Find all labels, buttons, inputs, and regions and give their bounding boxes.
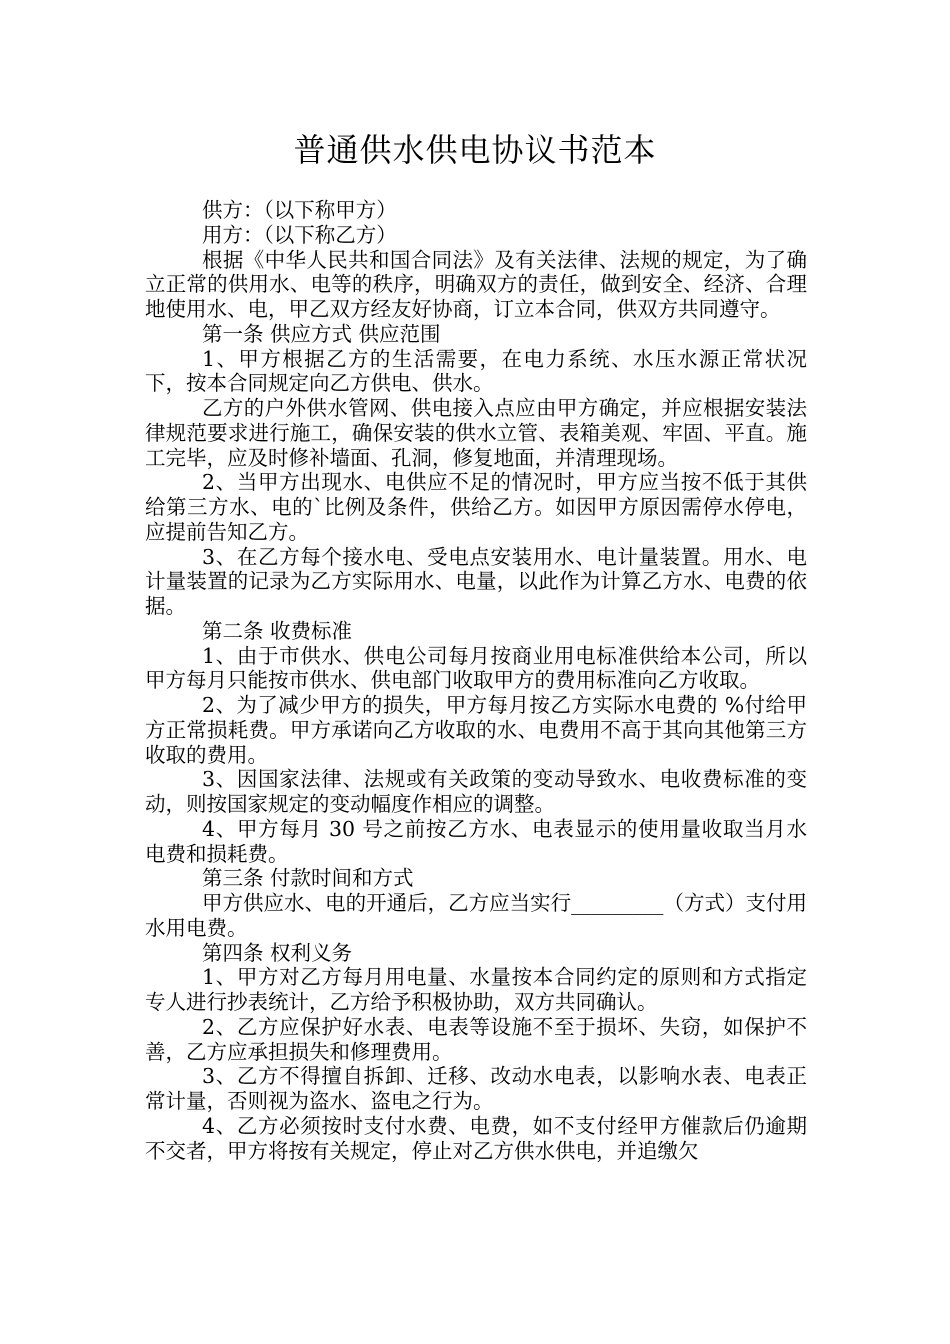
article-2-clause-2: 2、为了减少甲方的损失，甲方每月按乙方实际水电费的 %付给甲方正常损耗费。甲方承诺向乙方收取的水、电费用不高于其向其他第三方收取的费用。 bbox=[145, 693, 807, 767]
article-4-clause-4: 4、乙方必须按时支付水费、电费，如不支付经甲方催款后仍逾期不交者，甲方将按有关规定，停止对乙方供水供电，并追缴欠 bbox=[145, 1113, 807, 1163]
article-3-clause: 甲方供应水、电的开通后，乙方应当实行_________（方式）支付用水用电费。 bbox=[145, 891, 807, 940]
article-1-clause-3: 3、在乙方每个接水电、受电点安装用水、电计量装置。用水、电计量装置的记录为乙方实际用水、电量，以此作为计算乙方水、电费的依据。 bbox=[145, 544, 807, 618]
document-title: 普通供水供电协议书范本 bbox=[293, 131, 657, 169]
article-3-heading: 第三条 付款时间和方式 bbox=[202, 866, 414, 891]
article-1-clause-1-detail: 乙方的户外供水管网、供电接入点应由甲方确定，并应根据安装法律规范要求进行施工，确保安装的供水立管、表箱美观、牢固、平直。施工完毕，应及时修补墙面、孔洞，修复地面，并清理现场。 bbox=[145, 396, 807, 470]
article-1-clause-1: 1、甲方根据乙方的生活需要，在电力系统、水压水源正常状况下，按本合同规定向乙方供电、供水。 bbox=[145, 346, 807, 396]
article-4-clause-1: 1、甲方对乙方每月用电量、水量按本合同约定的原则和方式指定专人进行抄表统计，乙方给予积极协助，双方共同确认。 bbox=[145, 965, 807, 1014]
article-1-heading: 第一条 供应方式 供应范围 bbox=[202, 321, 441, 346]
article-2-clause-1: 1、由于市供水、供电公司每月按商业用电标准供给本公司，所以甲方每月只能按市供水、供电部门收取甲方的费用标准向乙方收取。 bbox=[145, 643, 807, 693]
document-body bbox=[145, 198, 807, 1163]
article-1-clause-2: 2、当甲方出现水、电供应不足的情况时，甲方应当按不低于其供给第三方水、电的`比例及条件，供给乙方。如因甲方原因需停水停电，应提前告知乙方。 bbox=[145, 470, 807, 544]
party-supplier-line: 供方：（以下称甲方） bbox=[202, 198, 397, 222]
article-2-clause-3: 3、因国家法律、法规或有关政策的变动导致水、电收费标准的变动，则按国家规定的变动幅度作相应的调整。 bbox=[145, 767, 807, 816]
article-2-heading: 第二条 收费标准 bbox=[202, 618, 353, 643]
article-4-clause-3: 3、乙方不得擅自拆卸、迁移、改动水电表，以影响水表、电表正常计量，否则视为盗水、盗电之行为。 bbox=[145, 1064, 807, 1113]
article-2-clause-4: 4、甲方每月 30 号之前按乙方水、电表显示的使用量收取当月水电费和损耗费。 bbox=[145, 816, 807, 866]
party-user-line: 用方：（以下称乙方） bbox=[202, 222, 397, 247]
preamble-paragraph: 根据《中华人民共和国合同法》及有关法律、法规的规定，为了确立正常的供用水、电等的秩序，明确双方的责任，做到安全、经济、合理地使用水、电，甲乙双方经友好协商，订立本合同，供双方共同遵守。 bbox=[145, 247, 807, 321]
article-4-clause-2: 2、乙方应保护好水表、电表等设施不至于损坏、失窃，如保护不善，乙方应承担损失和修理费用。 bbox=[145, 1014, 807, 1064]
article-4-heading: 第四条 权利义务 bbox=[202, 940, 353, 965]
